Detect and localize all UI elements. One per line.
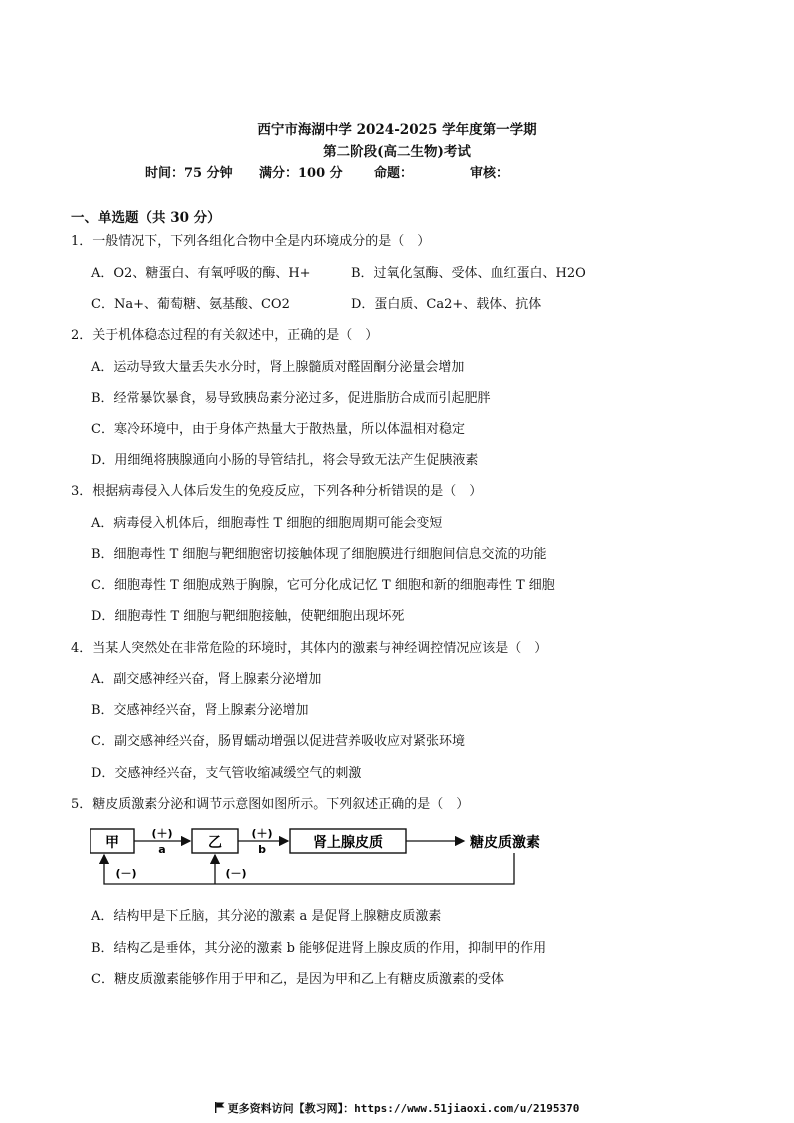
footer-link[interactable] [0, 1100, 794, 1116]
question-stem: 3．根据病毒侵入人体后发生的免疫反应，下列各种分析错误的是（ ） [71, 484, 483, 499]
option-d: D．细胞毒性 T 细胞与靶细胞接触，使靶细胞出现坏死 [91, 609, 405, 624]
option-a: A．运动导致大量丢失水分时，肾上腺髓质对醛固酮分泌量会增加 [91, 360, 465, 375]
question-stem: 4．当某人突然处在非常危险的环境时，其体内的激素与神经调控情况应该是（ ） [71, 641, 548, 656]
option-c: C．副交感神经兴奋，肠胃蠕动增强以促进营养吸收应对紧张环境 [91, 734, 465, 749]
option-b: B．过氧化氢酶、受体、血红蛋白、H2O [351, 266, 586, 281]
option-c: C．Na+、葡萄糖、氨基酸、CO2 [91, 297, 290, 312]
plus-sign: (＋) [151, 827, 173, 840]
option-b: B．交感神经兴奋，肾上腺素分泌增加 [91, 703, 309, 718]
hormone-label: 糖皮质激素 [470, 835, 540, 851]
option-d: D．用细绳将胰腺通向小肠的导管结扎，将会导致无法产生促胰液素 [91, 453, 479, 468]
option-a: A．结构甲是下丘脑，其分泌的激素 a 是促肾上腺糖皮质激素 [91, 909, 442, 924]
option-d: D．交感神经兴奋，支气管收缩减缓空气的刺激 [91, 766, 362, 781]
question-stem: 1．一般情况下，下列各组化合物中全是内环境成分的是（ ） [71, 234, 431, 249]
question-stem: 5．糖皮质激素分泌和调节示意图如图所示。下列叙述正确的是（ ） [71, 797, 470, 812]
exam-time: 时间：75 分钟 [145, 166, 233, 181]
box-yi-label: 乙 [208, 835, 222, 851]
question-stem: 2．关于机体稳态过程的有关叙述中，正确的是（ ） [71, 328, 379, 343]
hormone-a-label: a [158, 843, 166, 856]
exam-author: 命题： [374, 166, 414, 181]
plus-sign: (＋) [251, 827, 273, 840]
option-b: B．经常暴饮暴食，易导致胰岛素分泌过多，促进脂肪合成而引起肥胖 [91, 391, 491, 406]
option-c: C．寒冷环境中，由于身体产热量大于散热量，所以体温相对稳定 [91, 422, 465, 437]
exam-score: 满分：100 分 [259, 166, 343, 181]
flag-icon [215, 1102, 225, 1113]
exam-title-line1: 西宁市海湖中学 2024-2025 学年度第一学期 [257, 122, 537, 138]
option-a: A．病毒侵入机体后，细胞毒性 T 细胞的细胞周期可能会变短 [91, 516, 443, 531]
feedback-line-jia [104, 853, 514, 884]
exam-title-line2: 第二阶段(高二生物)考试 [323, 144, 471, 160]
minus-sign: (－) [225, 867, 247, 880]
box-jia-label: 甲 [105, 835, 119, 851]
hormone-b-label: b [258, 843, 266, 856]
option-c: C．糖皮质激素能够作用于甲和乙，是因为甲和乙上有糖皮质激素的受体 [91, 972, 504, 987]
option-a: A．O2、糖蛋白、有氧呼吸的酶、H+ [91, 266, 311, 281]
footer-text: 更多资料访问【教习网】：https://www.51jiaoxi.com/u/2195370 [227, 1102, 580, 1115]
regulation-diagram [90, 826, 590, 888]
box-adrenal-label: 肾上腺皮质 [313, 835, 383, 851]
option-a: A．副交感神经兴奋，肾上腺素分泌增加 [91, 672, 322, 687]
option-b: B．结构乙是垂体，其分泌的激素 b 能够促进肾上腺皮质的作用，抑制甲的作用 [91, 941, 547, 956]
option-c: C．细胞毒性 T 细胞成熟于胸腺，它可分化成记忆 T 细胞和新的细胞毒性 T 细胞 [91, 578, 555, 593]
section-heading: 一、单选题（共 30 分） [71, 210, 221, 226]
option-b: B．细胞毒性 T 细胞与靶细胞密切接触体现了细胞膜进行细胞间信息交流的功能 [91, 547, 547, 562]
option-d: D．蛋白质、Ca2+、载体、抗体 [351, 297, 542, 312]
minus-sign: (－) [115, 867, 137, 880]
exam-reviewer: 审核： [470, 166, 510, 181]
